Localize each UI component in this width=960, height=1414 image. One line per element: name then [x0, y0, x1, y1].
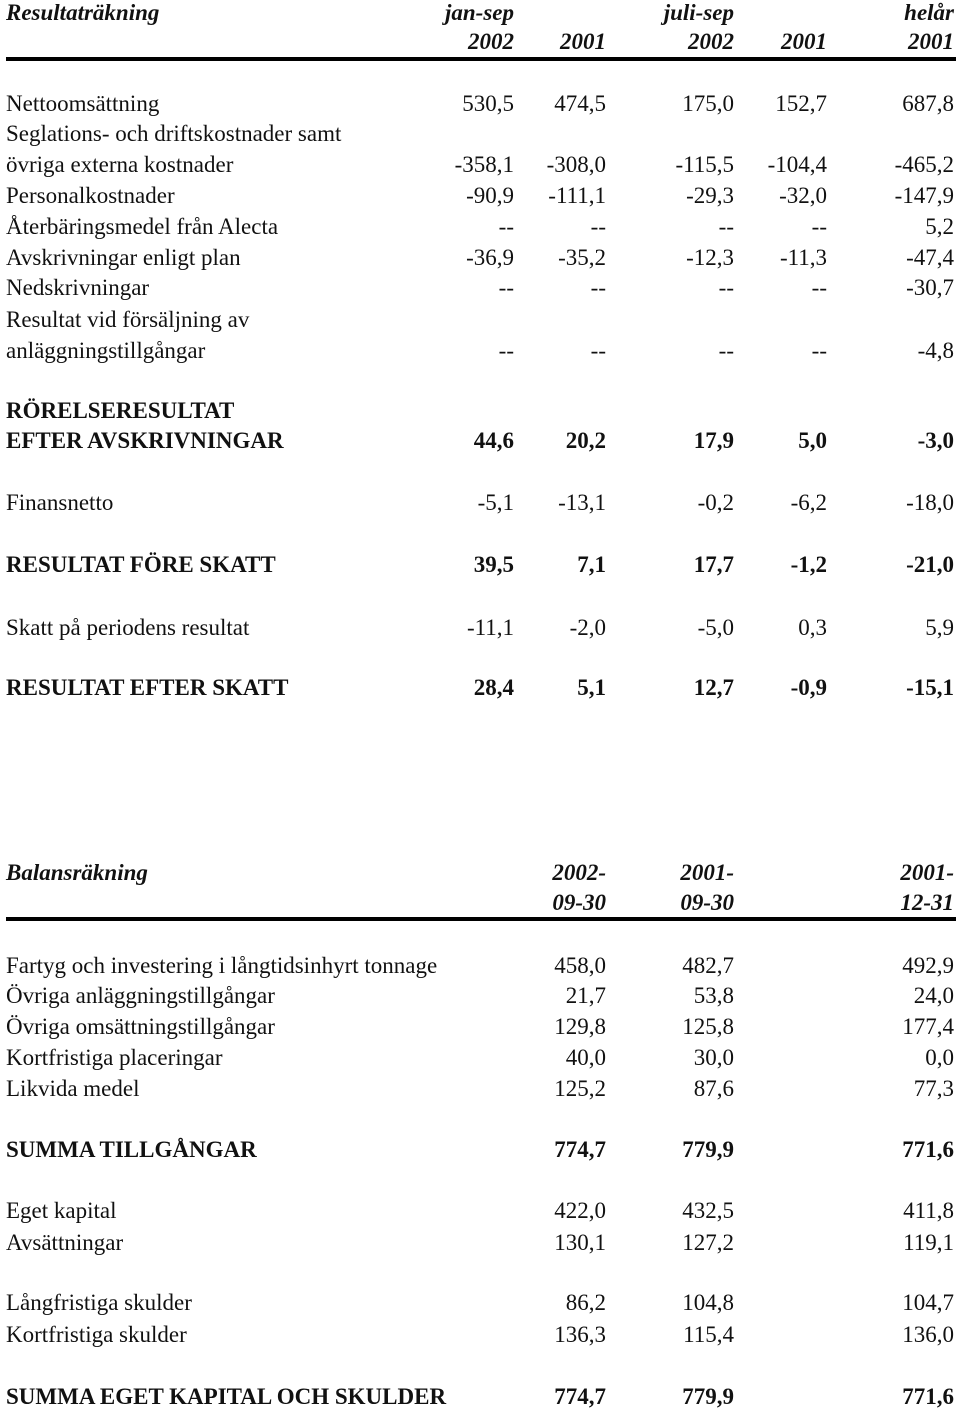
income-row-anlaggningstillgangar	[0, 336, 960, 366]
balance-row-avsattningar	[0, 1228, 960, 1258]
value-cell: -147,9	[894, 183, 954, 208]
value-cell: 422,0	[554, 1198, 606, 1223]
income-header-rule	[6, 57, 956, 61]
value-cell: -465,2	[894, 152, 954, 177]
value-cell: --	[498, 214, 514, 239]
value-cell: -29,3	[686, 183, 734, 208]
value-cell: --	[590, 338, 606, 363]
value-cell: -115,5	[675, 152, 734, 177]
date-header: 12-31	[900, 890, 954, 915]
row-label: Kortfristiga placeringar	[6, 1045, 223, 1070]
value-cell: 21,7	[565, 983, 606, 1008]
row-label: Fartyg och investering i långtidsinhyrt tonnage	[6, 953, 438, 978]
value-cell: 127,2	[682, 1230, 734, 1255]
value-cell: -5,1	[477, 490, 514, 515]
income-row-nedskrivningar	[0, 273, 960, 303]
row-label: Nedskrivningar	[6, 275, 150, 300]
value-cell: 5,0	[798, 428, 827, 453]
row-label: Övriga anläggningstillgångar	[6, 983, 275, 1008]
balance-row-likvida-medel	[0, 1074, 960, 1104]
income-row-finansnetto	[0, 488, 960, 518]
year-header: 2002	[468, 29, 514, 54]
value-cell: 40,0	[565, 1045, 606, 1070]
year-header: 2001	[560, 29, 606, 54]
value-cell: 411,8	[903, 1198, 954, 1223]
balance-row-ovriga-omsattning	[0, 1012, 960, 1042]
value-cell: --	[718, 338, 734, 363]
value-cell: --	[498, 275, 514, 300]
value-cell: 779,9	[682, 1384, 734, 1409]
income-years-row	[0, 27, 960, 57]
value-cell: 129,8	[554, 1014, 606, 1039]
balance-header-row	[0, 858, 960, 888]
row-label: Finansnetto	[6, 490, 114, 515]
value-cell: 77,3	[913, 1076, 954, 1101]
value-cell: 771,6	[902, 1384, 954, 1409]
value-cell: 28,4	[473, 675, 514, 700]
row-label: Återbäringsmedel från Alecta	[6, 214, 279, 239]
value-cell: -0,2	[697, 490, 734, 515]
row-label: Avsättningar	[6, 1230, 124, 1255]
balance-row-kortfristiga-skulder	[0, 1320, 960, 1350]
value-cell: 44,6	[473, 428, 514, 453]
value-cell: 5,1	[577, 675, 606, 700]
value-cell: 104,7	[902, 1290, 954, 1315]
value-cell: -4,8	[917, 338, 954, 363]
value-cell: 125,2	[554, 1076, 606, 1101]
row-label: Eget kapital	[6, 1198, 117, 1223]
balance-row-eget-kapital	[0, 1196, 960, 1226]
row-label: Likvida medel	[6, 1076, 140, 1101]
balance-header-row-2	[0, 888, 960, 918]
row-label: RÖRELSERESULTAT	[6, 398, 235, 423]
value-cell: -11,1	[466, 615, 514, 640]
value-cell: -90,9	[466, 183, 514, 208]
value-cell: -21,0	[906, 552, 954, 577]
row-label: Avskrivningar enligt plan	[6, 245, 241, 270]
value-cell: 12,7	[693, 675, 734, 700]
value-cell: 5,9	[925, 615, 954, 640]
value-cell: 87,6	[693, 1076, 734, 1101]
date-header: 2002-	[552, 860, 606, 885]
value-cell: 771,6	[902, 1137, 954, 1162]
value-cell: -0,9	[790, 675, 827, 700]
value-cell: 17,7	[693, 552, 734, 577]
value-cell: --	[498, 338, 514, 363]
value-cell: -104,4	[767, 152, 827, 177]
row-label: RESULTAT EFTER SKATT	[6, 675, 289, 700]
value-cell: -358,1	[454, 152, 514, 177]
income-row-efter-avskrivningar	[0, 426, 960, 456]
date-header: 09-30	[552, 890, 606, 915]
value-cell: 152,7	[775, 91, 827, 116]
row-label: RESULTAT FÖRE SKATT	[6, 552, 276, 577]
income-row-resultat-fore-skatt	[0, 550, 960, 580]
value-cell: 39,5	[473, 552, 514, 577]
year-header: 2001	[781, 29, 827, 54]
row-label: anläggningstillgångar	[6, 338, 206, 363]
balance-row-summa-tillgangar	[0, 1135, 960, 1165]
value-cell: 136,0	[902, 1322, 954, 1347]
balance-header-rule	[6, 917, 956, 921]
balance-row-summa-eget-kapital	[0, 1382, 960, 1412]
row-label: Skatt på periodens resultat	[6, 615, 250, 640]
value-cell: 104,8	[682, 1290, 734, 1315]
value-cell: --	[811, 214, 827, 239]
value-cell: -1,2	[790, 552, 827, 577]
date-header: 2001-	[900, 860, 954, 885]
value-cell: 5,2	[925, 214, 954, 239]
value-cell: 779,9	[682, 1137, 734, 1162]
income-row-ovriga-externa	[0, 150, 960, 180]
value-cell: 774,7	[554, 1384, 606, 1409]
value-cell: 130,1	[554, 1230, 606, 1255]
balance-row-ovriga-anlaggning	[0, 981, 960, 1011]
value-cell: 458,0	[554, 953, 606, 978]
income-row-rorelseresultat	[0, 396, 960, 426]
balance-title: Balansräkning	[6, 860, 148, 885]
value-cell: --	[590, 214, 606, 239]
value-cell: 432,5	[682, 1198, 734, 1223]
value-cell: -47,4	[906, 245, 954, 270]
value-cell: -30,7	[906, 275, 954, 300]
income-row-seglations	[0, 119, 960, 149]
balance-row-kortfristiga-placeringar	[0, 1043, 960, 1073]
income-row-resultat-efter-skatt	[0, 673, 960, 703]
row-label: Kortfristiga skulder	[6, 1322, 187, 1347]
value-cell: 17,9	[693, 428, 734, 453]
value-cell: --	[718, 275, 734, 300]
row-label: Långfristiga skulder	[6, 1290, 192, 1315]
year-header: 2002	[688, 29, 734, 54]
income-row-aterbaringsmedel	[0, 212, 960, 242]
value-cell: -18,0	[906, 490, 954, 515]
value-cell: --	[811, 275, 827, 300]
row-label: Seglations- och driftskostnader samt	[6, 121, 342, 146]
value-cell: 136,3	[554, 1322, 606, 1347]
value-cell: 530,5	[462, 91, 514, 116]
value-cell: -6,2	[790, 490, 827, 515]
value-cell: -3,0	[917, 428, 954, 453]
income-row-resultat-forsaljning	[0, 305, 960, 335]
value-cell: -111,1	[548, 183, 606, 208]
value-cell: -15,1	[906, 675, 954, 700]
value-cell: -13,1	[558, 490, 606, 515]
value-cell: -12,3	[686, 245, 734, 270]
value-cell: 7,1	[577, 552, 606, 577]
value-cell: 30,0	[693, 1045, 734, 1070]
row-label: EFTER AVSKRIVNINGAR	[6, 428, 284, 453]
date-header: 09-30	[680, 890, 734, 915]
value-cell: 115,4	[683, 1322, 734, 1347]
col-group-jan-sep: jan-sep	[445, 0, 514, 25]
income-row-avskrivningar	[0, 243, 960, 273]
income-title: Resultaträkning	[6, 0, 160, 25]
value-cell: 482,7	[682, 953, 734, 978]
income-row-personalkostnader	[0, 181, 960, 211]
row-label: SUMMA EGET KAPITAL OCH SKULDER	[6, 1384, 447, 1409]
value-cell: --	[811, 338, 827, 363]
value-cell: -2,0	[569, 615, 606, 640]
balance-row-fartyg	[0, 951, 960, 981]
income-header-row	[0, 0, 960, 28]
value-cell: 0,3	[798, 615, 827, 640]
value-cell: 774,7	[554, 1137, 606, 1162]
value-cell: -11,3	[779, 245, 827, 270]
col-group-helar: helår	[904, 0, 954, 25]
row-label: Resultat vid försäljning av	[6, 307, 250, 332]
value-cell: 20,2	[565, 428, 606, 453]
row-label: SUMMA TILLGÅNGAR	[6, 1137, 257, 1162]
col-group-juli-sep: juli-sep	[663, 0, 734, 25]
value-cell: 24,0	[913, 983, 954, 1008]
date-header: 2001-	[680, 860, 734, 885]
value-cell: 53,8	[693, 983, 734, 1008]
value-cell: -5,0	[697, 615, 734, 640]
value-cell: -308,0	[546, 152, 606, 177]
value-cell: 0,0	[925, 1045, 954, 1070]
value-cell: 177,4	[902, 1014, 954, 1039]
value-cell: 474,5	[554, 91, 606, 116]
income-row-nettoomsattning	[0, 89, 960, 119]
value-cell: 492,9	[902, 953, 954, 978]
value-cell: 86,2	[565, 1290, 606, 1315]
row-label: Nettoomsättning	[6, 91, 160, 116]
row-label: Personalkostnader	[6, 183, 175, 208]
value-cell: --	[590, 275, 606, 300]
value-cell: -35,2	[558, 245, 606, 270]
balance-row-langfristiga-skulder	[0, 1288, 960, 1318]
value-cell: --	[718, 214, 734, 239]
row-label: övriga externa kostnader	[6, 152, 234, 177]
income-row-skatt	[0, 613, 960, 643]
value-cell: -32,0	[779, 183, 827, 208]
value-cell: 175,0	[682, 91, 734, 116]
row-label: Övriga omsättningstillgångar	[6, 1014, 275, 1039]
value-cell: 687,8	[902, 91, 954, 116]
value-cell: -36,9	[466, 245, 514, 270]
value-cell: 119,1	[903, 1230, 954, 1255]
value-cell: 125,8	[682, 1014, 734, 1039]
year-header: 2001	[908, 29, 954, 54]
